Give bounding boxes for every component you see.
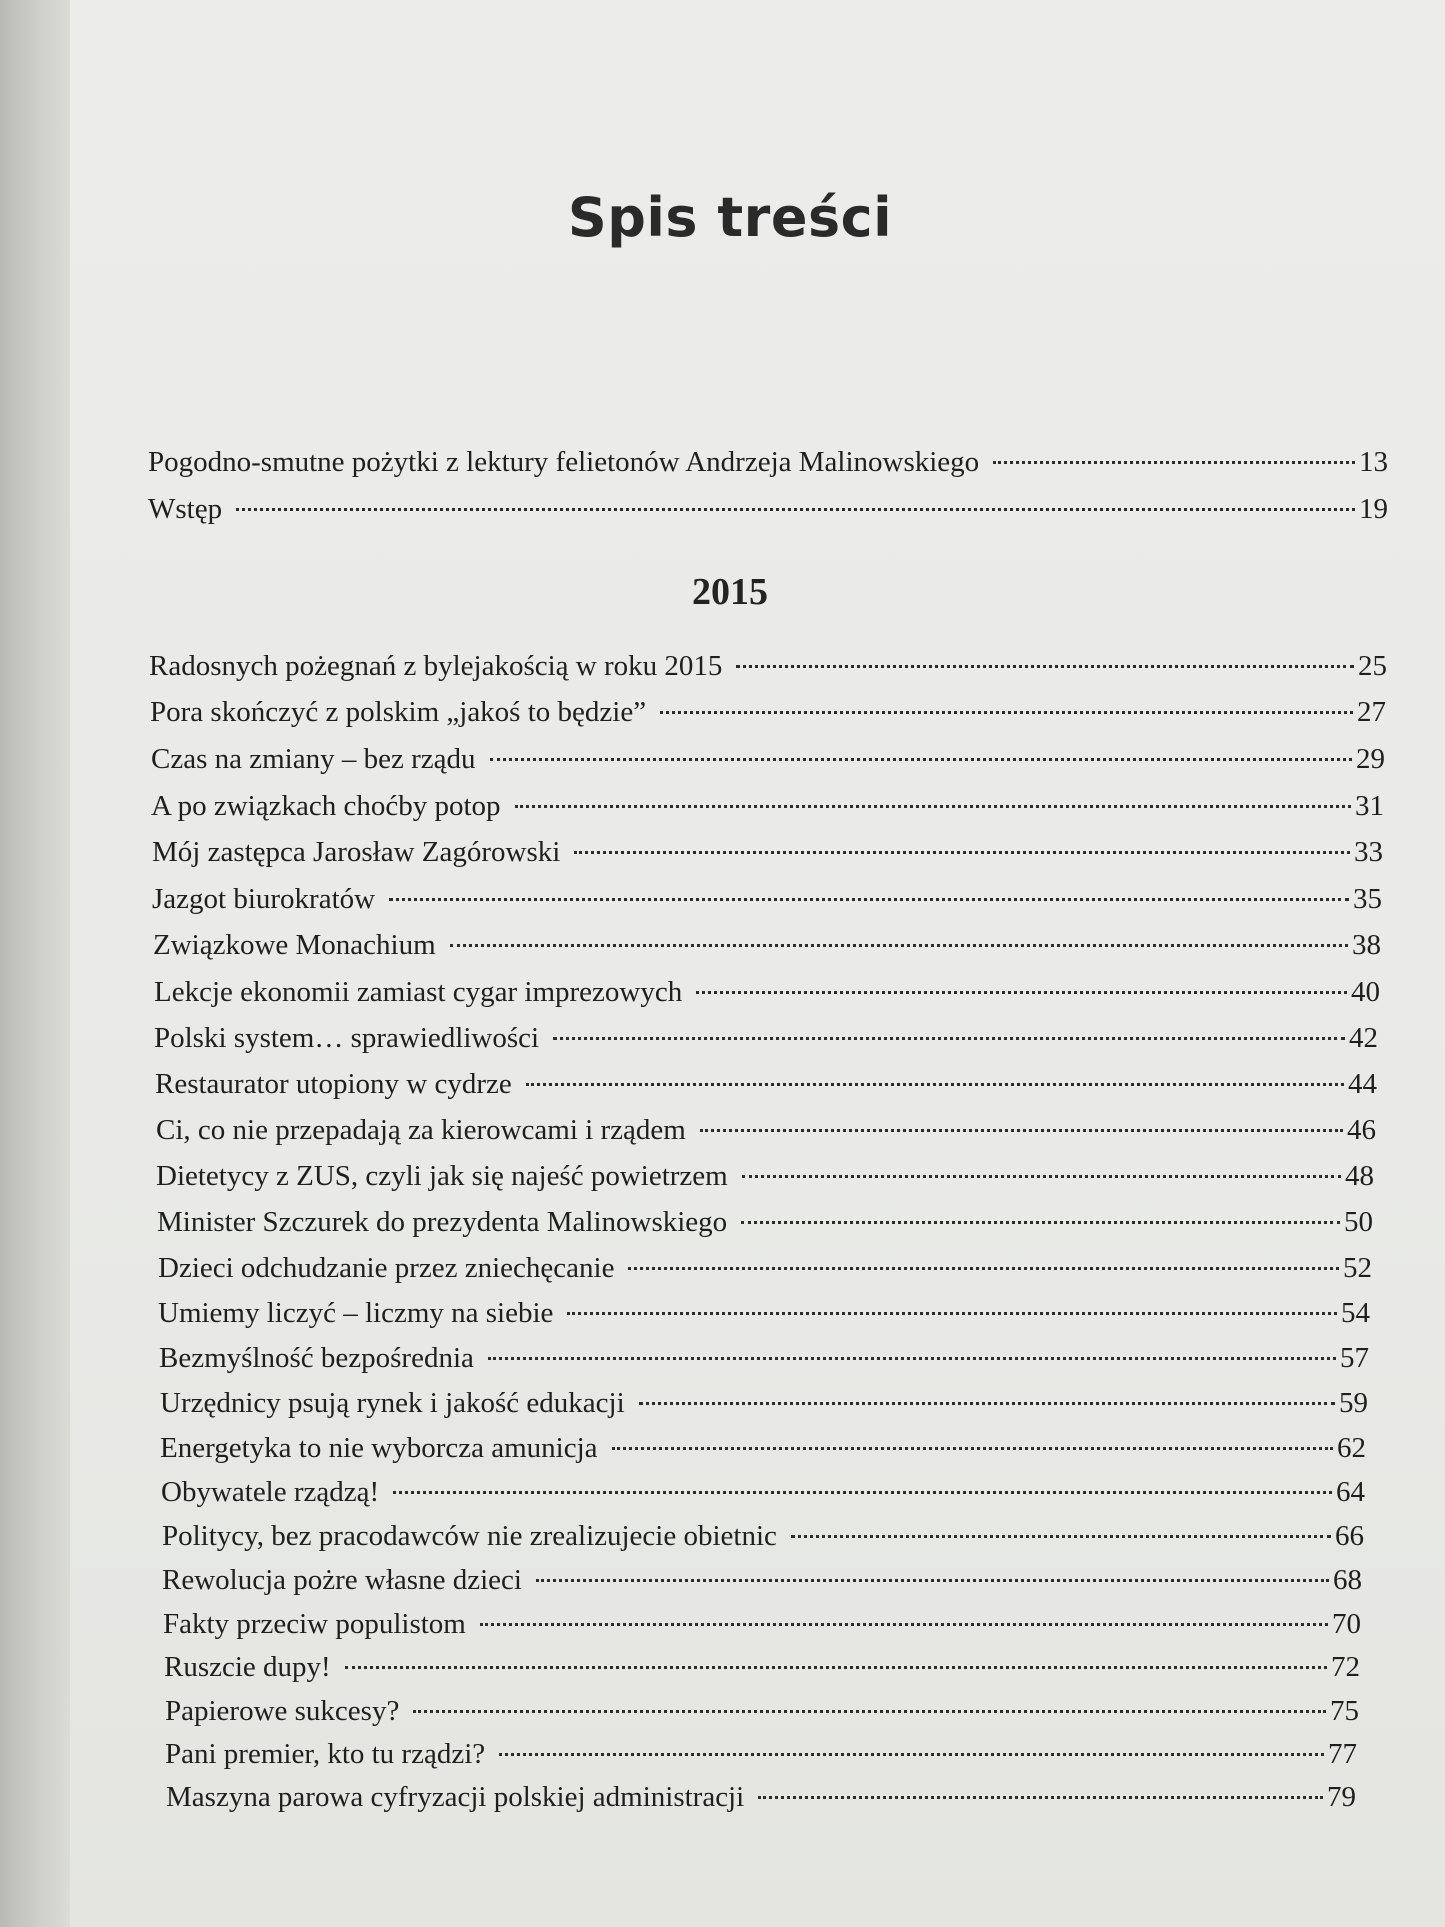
toc-entry: [159, 1340, 1369, 1376]
toc-entry: [161, 1474, 1365, 1510]
toc-entry: [162, 1562, 1362, 1598]
toc-entry-page: 29: [1356, 743, 1385, 775]
toc-entry: [151, 788, 1384, 824]
toc-entry-title: Ruszcie dupy!: [164, 1651, 331, 1683]
leader-dots: [499, 1753, 1324, 1756]
toc-entry-page: 77: [1328, 1738, 1357, 1770]
toc-entry: [164, 1649, 1360, 1685]
leader-dots: [660, 711, 1353, 714]
toc-entry-title: Minister Szczurek do prezydenta Malinowskiego: [157, 1206, 728, 1238]
toc-entry-page: 70: [1332, 1608, 1361, 1640]
leader-dots: [488, 1357, 1336, 1360]
toc-entry-page: 33: [1354, 836, 1383, 868]
toc-entry-title: Radosnych pożegnań z bylejakością w roku 2015: [149, 650, 723, 682]
toc-entry-title: Jazgot biurokratów: [152, 883, 376, 915]
book-page: [70, 0, 1445, 1927]
toc-entry-page: 19: [1359, 493, 1388, 525]
leader-dots: [758, 1796, 1323, 1799]
toc-entry-page: 46: [1347, 1114, 1376, 1146]
toc-entry-title: Lekcje ekonomii zamiast cygar imprezowych: [154, 976, 683, 1008]
toc-entry: [148, 444, 1388, 480]
toc-entry-title: Dzieci odchudzanie przez zniechęcanie: [158, 1252, 615, 1284]
leader-dots: [791, 1535, 1331, 1538]
toc-entry-title: Umiemy liczyć – liczmy na siebie: [158, 1297, 554, 1329]
toc-entry-title: Bezmyślność bezpośrednia: [159, 1342, 474, 1374]
toc-entry-page: 68: [1333, 1564, 1362, 1596]
toc-entry: [151, 741, 1385, 777]
toc-entry-title: Politycy, bez pracodawców nie zrealizujecie obietnic: [162, 1520, 777, 1552]
toc-entry: [162, 1518, 1364, 1554]
toc-entry-page: 42: [1349, 1022, 1378, 1054]
toc-entry-title: Pora skończyć z polskim „jakoś to będzie”: [150, 696, 647, 728]
toc-entry: [155, 1066, 1377, 1102]
toc-entry-title: Wstęp: [148, 493, 223, 525]
leader-dots: [413, 1710, 1326, 1713]
toc-entry-page: 64: [1336, 1476, 1365, 1508]
toc-entry-page: 27: [1357, 696, 1386, 728]
toc-entry: [156, 1112, 1376, 1148]
section-year: 2015: [692, 571, 768, 613]
toc-entry-page: 79: [1327, 1781, 1356, 1813]
toc-entry: [166, 1779, 1356, 1815]
toc-entry-page: 72: [1331, 1651, 1360, 1683]
leader-dots: [553, 1037, 1345, 1040]
toc-entry: [154, 974, 1380, 1010]
toc-entry-title: Energetyka to nie wyborcza amunicja: [160, 1432, 598, 1464]
leader-dots: [742, 1175, 1341, 1178]
toc-entry-title: Restaurator utopiony w cydrze: [155, 1068, 512, 1100]
toc-entry-page: 25: [1358, 650, 1387, 682]
leader-dots: [480, 1623, 1328, 1626]
toc-entry: [150, 694, 1386, 730]
toc-entry-page: 13: [1359, 446, 1388, 478]
toc-entry-page: 50: [1344, 1206, 1373, 1238]
toc-entry: [158, 1250, 1372, 1286]
leader-dots: [741, 1221, 1340, 1224]
toc-entry: [153, 927, 1381, 963]
toc-entry: [158, 1295, 1370, 1331]
toc-entry-page: 75: [1330, 1695, 1359, 1727]
toc-entry-page: 66: [1335, 1520, 1364, 1552]
toc-entry: [154, 1020, 1378, 1056]
toc-entry: [160, 1430, 1366, 1466]
toc-entry-page: 48: [1345, 1160, 1374, 1192]
toc-entry: [165, 1693, 1359, 1729]
toc-entry-page: 40: [1351, 976, 1380, 1008]
leader-dots: [490, 758, 1353, 761]
toc-entry: [163, 1606, 1361, 1642]
toc-entry-title: Urzędnicy psują rynek i jakość edukacji: [160, 1387, 625, 1419]
leader-dots: [696, 991, 1347, 994]
toc-entry-title: Czas na zmiany – bez rządu: [151, 743, 476, 775]
toc-entry-page: 62: [1337, 1432, 1366, 1464]
toc-entry: [149, 648, 1387, 684]
toc-entry: [148, 491, 1388, 527]
toc-entry-page: 59: [1339, 1387, 1368, 1419]
leader-dots: [574, 851, 1350, 854]
leader-dots: [700, 1129, 1343, 1132]
leader-dots: [526, 1083, 1344, 1086]
toc-entry-page: 38: [1352, 929, 1381, 961]
toc-entry-title: Pani premier, kto tu rządzi?: [165, 1738, 486, 1770]
toc-entry-title: Dietetycy z ZUS, czyli jak się najeść powietrzem: [156, 1160, 728, 1192]
toc-entry: [157, 1204, 1373, 1240]
toc-entry-page: 31: [1355, 790, 1384, 822]
toc-entry: [160, 1385, 1368, 1421]
toc-entry-title: A po związkach choćby potop: [151, 790, 501, 822]
leader-dots: [389, 898, 1349, 901]
toc-entry-title: Polski system… sprawiedliwości: [154, 1022, 540, 1054]
leader-dots: [236, 508, 1355, 511]
toc-entry: [156, 1158, 1374, 1194]
leader-dots: [567, 1312, 1337, 1315]
leader-dots: [345, 1666, 1327, 1669]
toc-entry-title: Ci, co nie przepadają za kierowcami i rządem: [156, 1114, 686, 1146]
toc-entry-title: Mój zastępca Jarosław Zagórowski: [152, 836, 561, 868]
toc-entry-title: Fakty przeciw populistom: [163, 1608, 466, 1640]
toc-entry: [152, 834, 1383, 870]
page-title: Spis treści: [567, 186, 893, 249]
toc-entry: [152, 881, 1382, 917]
toc-entry-page: 52: [1343, 1252, 1372, 1284]
toc-entry-title: Maszyna parowa cyfryzacji polskiej administracji: [166, 1781, 745, 1813]
toc-entry: [165, 1736, 1357, 1772]
toc-entry-title: Związkowe Monachium: [153, 929, 436, 961]
toc-entry-title: Pogodno-smutne pożytki z lektury felietonów Andrzeja Malinowskiego: [148, 446, 980, 478]
toc-entry-title: Rewolucja pożre własne dzieci: [162, 1564, 522, 1596]
toc-entry-page: 35: [1353, 883, 1382, 915]
toc-entry-title: Papierowe sukcesy?: [165, 1695, 400, 1727]
leader-dots: [450, 944, 1348, 947]
leader-dots: [612, 1447, 1333, 1450]
leader-dots: [628, 1267, 1339, 1270]
leader-dots: [536, 1579, 1329, 1582]
toc-entry-page: 44: [1348, 1068, 1377, 1100]
leader-dots: [736, 665, 1354, 668]
leader-dots: [993, 461, 1355, 464]
leader-dots: [515, 805, 1351, 808]
leader-dots: [639, 1402, 1335, 1405]
toc-entry-page: 54: [1341, 1297, 1370, 1329]
leader-dots: [393, 1491, 1332, 1494]
toc-entry-page: 57: [1340, 1342, 1369, 1374]
toc-entry-title: Obywatele rządzą!: [161, 1476, 380, 1508]
